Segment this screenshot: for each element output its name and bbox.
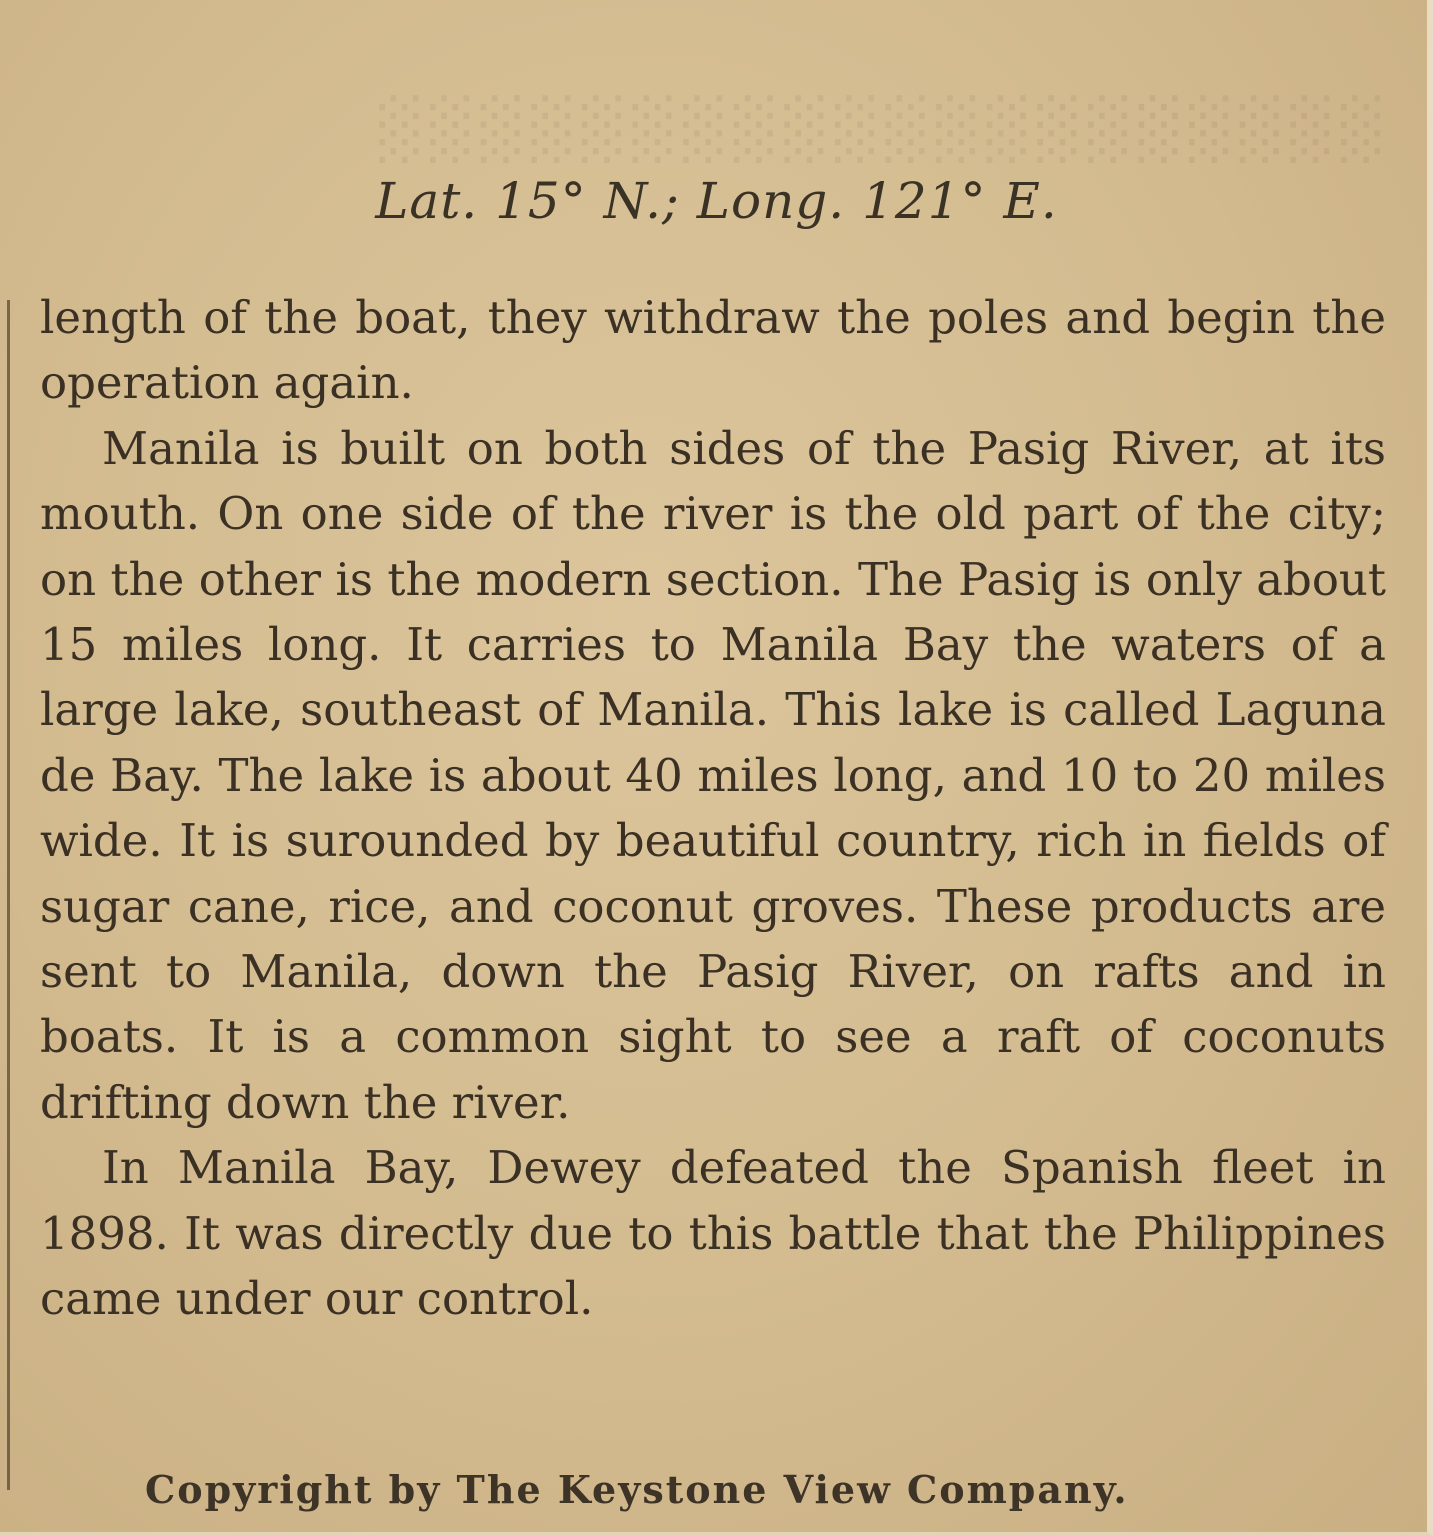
coordinates-heading: Lat. 15° N.; Long. 121° E. — [375, 172, 1058, 230]
bleed-through-texture: ░░░░░░░░░░░░░░░░░░░░ — [367, 95, 1380, 163]
paragraph-dewey: In Manila Bay, Dewey defeated the Spanish fleet in 1898. It was directly due to this battle that the Philippines came under our control. — [40, 1141, 1386, 1326]
paragraph-continuation: length of the boat, they withdraw the poles and begin the operation again. — [40, 291, 1386, 410]
copyright-line: Copyright by The Keystone View Company. — [145, 1467, 1129, 1512]
description-text — [40, 285, 1386, 1332]
left-margin-rule — [7, 300, 10, 1490]
paragraph-manila: Manila is built on both sides of the Pasig River, at its mouth. On one side of the river is the old part of the city; on the other is the modern section. The Pasig is only about 15 miles long. It carries to Manila Bay the waters of a large lake, southeast of Manila. This lake is called Laguna de Bay. The lake is about 40 miles long, and 10 to 20 miles wide. It is surounded by beautiful country, rich in fields of sugar cane, rice, and coconut groves. These products are sent to Manila, down the Pasig River, on rafts and in boats. It is a common sight to see a raft of coconuts drifting down the river. — [40, 421, 1386, 1129]
